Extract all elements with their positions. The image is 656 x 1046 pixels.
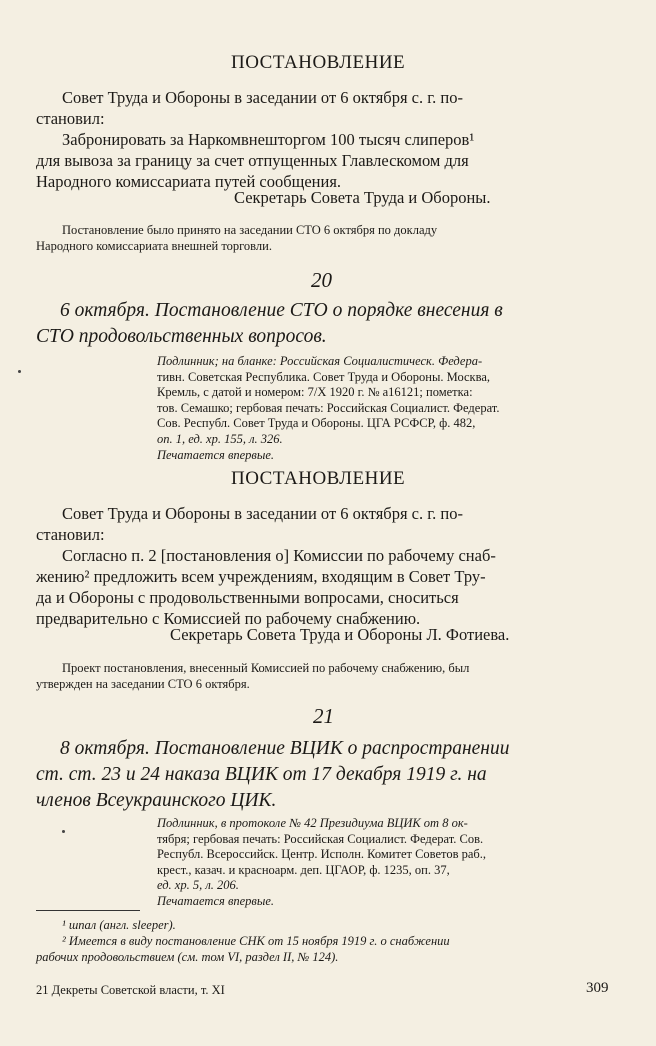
citation-line: крест., казач. и красноарм. деп. ЦГАОР, ф. 1235, оп. 37,	[157, 862, 450, 877]
signature-line: Секретарь Совета Труда и Обороны.	[234, 188, 491, 207]
printed-first-note: Печатается впервые.	[157, 447, 274, 462]
citation-line: Подлинник, в протоколе № 42 Президиума ВЦИК от 8 ок-	[157, 816, 468, 830]
text-line: да и Обороны с продовольственными вопросами, сноситься	[36, 588, 459, 607]
document-number: 21	[313, 704, 334, 728]
citation-line: Кремль, с датой и номером: 7/Х 1920 г. № а16121; пометка:	[157, 385, 473, 400]
signature-line: Секретарь Совета Труда и Обороны Л. Фотиева.	[170, 625, 510, 644]
note-line: утвержден на заседании СТО 6 октября.	[36, 677, 250, 691]
text-line: Совет Труда и Обороны в заседании от 6 октября с. г. по-	[62, 504, 463, 523]
printed-first-note: Печатается впервые.	[157, 893, 274, 908]
editorial-note	[36, 222, 437, 254]
citation-line: тября; гербовая печать: Российская Социалист. Федерат. Сов.	[157, 831, 484, 846]
footnote: ² Имеется в виду постановление СНК от 15 ноября 1919 г. о снабжении	[62, 934, 450, 948]
title-line: ст. ст. 23 и 24 наказа ВЦИК от 17 декабря 1919 г. на	[36, 764, 487, 785]
citation-line: Республ. Всероссийск. Центр. Исполн. Комитет Советов раб.,	[157, 847, 487, 862]
text-line: становил:	[36, 525, 105, 544]
page-number: 309	[586, 980, 609, 996]
section-heading: ПОСТАНОВЛЕНИЕ	[231, 52, 406, 73]
citation-line: тивн. Советская Республика. Совет Труда и Обороны. Москва,	[157, 369, 491, 384]
footnotes	[36, 917, 450, 965]
resolution-text	[36, 87, 610, 192]
scan-speck	[18, 370, 21, 373]
note-line: Проект постановления, внесенный Комиссией по рабочему снабжению, был	[62, 661, 470, 675]
title-line: СТО продовольственных вопросов.	[36, 326, 327, 347]
source-citation	[157, 816, 486, 910]
text-line: Совет Труда и Обороны в заседании от 6 октября с. г. по-	[62, 88, 463, 107]
footnote-divider	[36, 910, 140, 911]
text-line: жению² предложить всем учреждениям, входящим в Совет Тру-	[36, 567, 486, 586]
note-line: Народного комиссариата внешней торговли.	[36, 239, 272, 253]
title-line: 6 октября. Постановление СТО о порядке внесения в	[60, 300, 503, 321]
title-line: 8 октября. Постановление ВЦИК о распространении	[60, 738, 510, 759]
document-title	[36, 298, 503, 350]
text-line: становил:	[36, 109, 105, 128]
editorial-note	[36, 660, 469, 692]
footnote: ¹ шпал (англ. sleeper).	[62, 918, 176, 932]
citation-line: тов. Семашко; гербовая печать: Российская Социалист. Федерат.	[157, 400, 500, 415]
citation-line: Сов. Республ. Совет Труда и Обороны. ЦГА РСФСР, ф. 482,	[157, 416, 476, 431]
document-number: 20	[311, 268, 332, 292]
text-line: для вывоза за границу за счет отпущенных Главлескомом для	[36, 151, 469, 170]
citation-line: Подлинник; на бланке: Российская Социалистическ. Федера-	[157, 354, 483, 368]
section-heading: ПОСТАНОВЛЕНИЕ	[231, 468, 406, 489]
note-line: Постановление было принято на заседании СТО 6 октября по докладу	[62, 223, 438, 237]
text-line: Народного комиссариата путей сообщения.	[36, 172, 342, 191]
resolution-text	[36, 503, 610, 629]
text-line: Забронировать за Наркомвнешторгом 100 тысяч слиперов¹	[62, 130, 475, 149]
document-title	[36, 736, 509, 814]
citation-line: ед. хр. 5, л. 206.	[157, 878, 239, 893]
signature-mark: 21 Декреты Советской власти, т. XI	[36, 983, 225, 997]
source-citation	[157, 354, 499, 463]
text-line: Согласно п. 2 [постановления о] Комиссии по рабочему снаб-	[62, 546, 496, 565]
text-line: предварительно с Комиссией по рабочему снабжению.	[36, 609, 421, 628]
footnote: рабочих продовольствием (см. том VI, раздел II, № 124).	[36, 950, 339, 964]
citation-line: оп. 1, ед. хр. 155, л. 326.	[157, 431, 283, 446]
scan-speck	[62, 830, 65, 833]
title-line: членов Всеукраинского ЦИК.	[36, 790, 277, 811]
